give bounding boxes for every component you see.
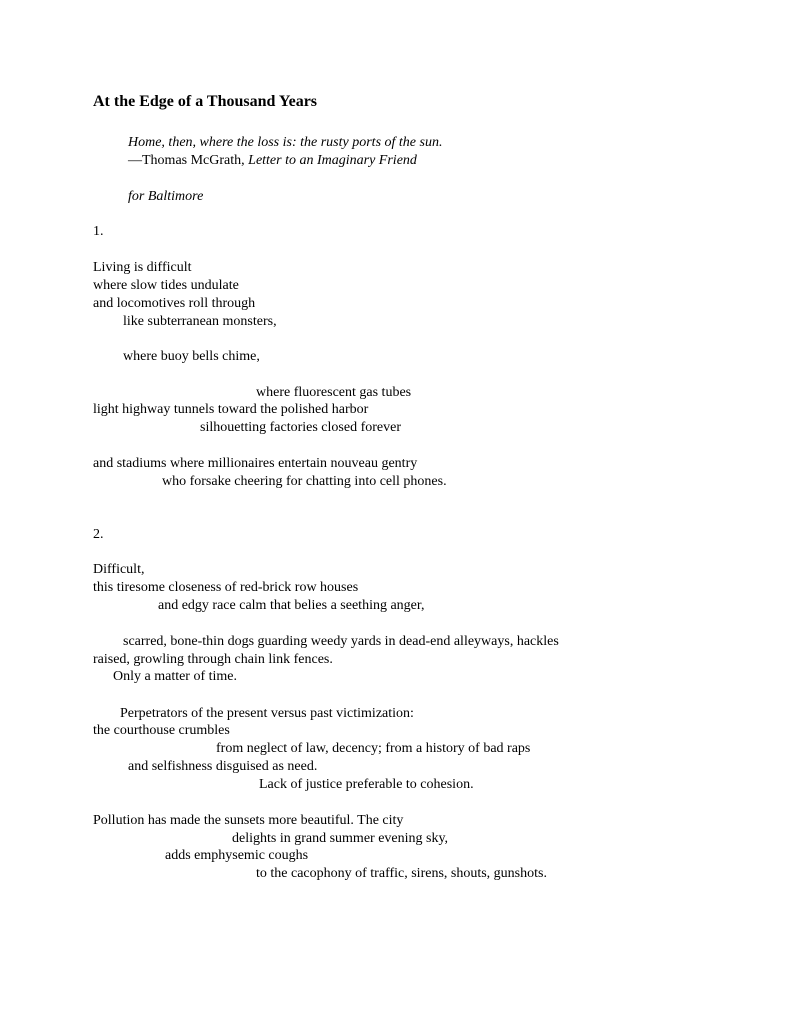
poem-line: where slow tides undulate <box>93 278 239 293</box>
dedication: for Baltimore <box>128 189 204 204</box>
poem-line: from neglect of law, decency; from a history of bad raps <box>216 741 531 756</box>
poem-line: and locomotives roll through <box>93 296 256 311</box>
poem-line: Lack of justice preferable to cohesion. <box>259 777 474 792</box>
poem-line: Living is difficult <box>93 260 192 275</box>
epigraph-author: —Thomas McGrath, <box>128 153 249 168</box>
poem-line: where buoy bells chime, <box>123 349 260 364</box>
section-1-number: 1. <box>93 224 104 239</box>
poem-line: like subterranean monsters, <box>123 314 277 329</box>
epigraph-attribution <box>128 152 417 170</box>
poem-line: light highway tunnels toward the polished harbor <box>93 402 369 417</box>
poem-line: Pollution has made the sunsets more beautiful. The city <box>93 813 404 828</box>
poem-line: adds emphysemic coughs <box>165 848 309 863</box>
section-2-number: 2. <box>93 527 104 542</box>
poem-line: Only a matter of time. <box>113 669 238 684</box>
epigraph-work-title: Letter to an Imaginary Friend <box>248 153 417 168</box>
epigraph-quote: Home, then, where the loss is: the rusty ports of the sun. <box>128 135 443 150</box>
poem-line: and selfishness disguised as need. <box>128 759 318 774</box>
poem-title: At the Edge of a Thousand Years <box>93 93 318 110</box>
poem-line: silhouetting factories closed forever <box>200 420 401 435</box>
poem-line: Perpetrators of the present versus past victimization: <box>120 706 414 721</box>
poem-line: and edgy race calm that belies a seething anger, <box>158 598 425 613</box>
poem-line: this tiresome closeness of red-brick row houses <box>93 580 359 595</box>
poem-line: raised, growling through chain link fences. <box>93 652 333 667</box>
poem-line: who forsake cheering for chatting into cell phones. <box>162 474 447 489</box>
poem-line: where fluorescent gas tubes <box>256 385 412 400</box>
poem-line: and stadiums where millionaires entertain nouveau gentry <box>93 456 418 471</box>
poem-line: scarred, bone-thin dogs guarding weedy yards in dead-end alleyways, hackles <box>123 634 559 649</box>
poem-line: the courthouse crumbles <box>93 723 230 738</box>
poem-line: delights in grand summer evening sky, <box>232 831 449 846</box>
poem-line: to the cacophony of traffic, sirens, shouts, gunshots. <box>256 866 547 881</box>
poem-line: Difficult, <box>93 562 145 577</box>
